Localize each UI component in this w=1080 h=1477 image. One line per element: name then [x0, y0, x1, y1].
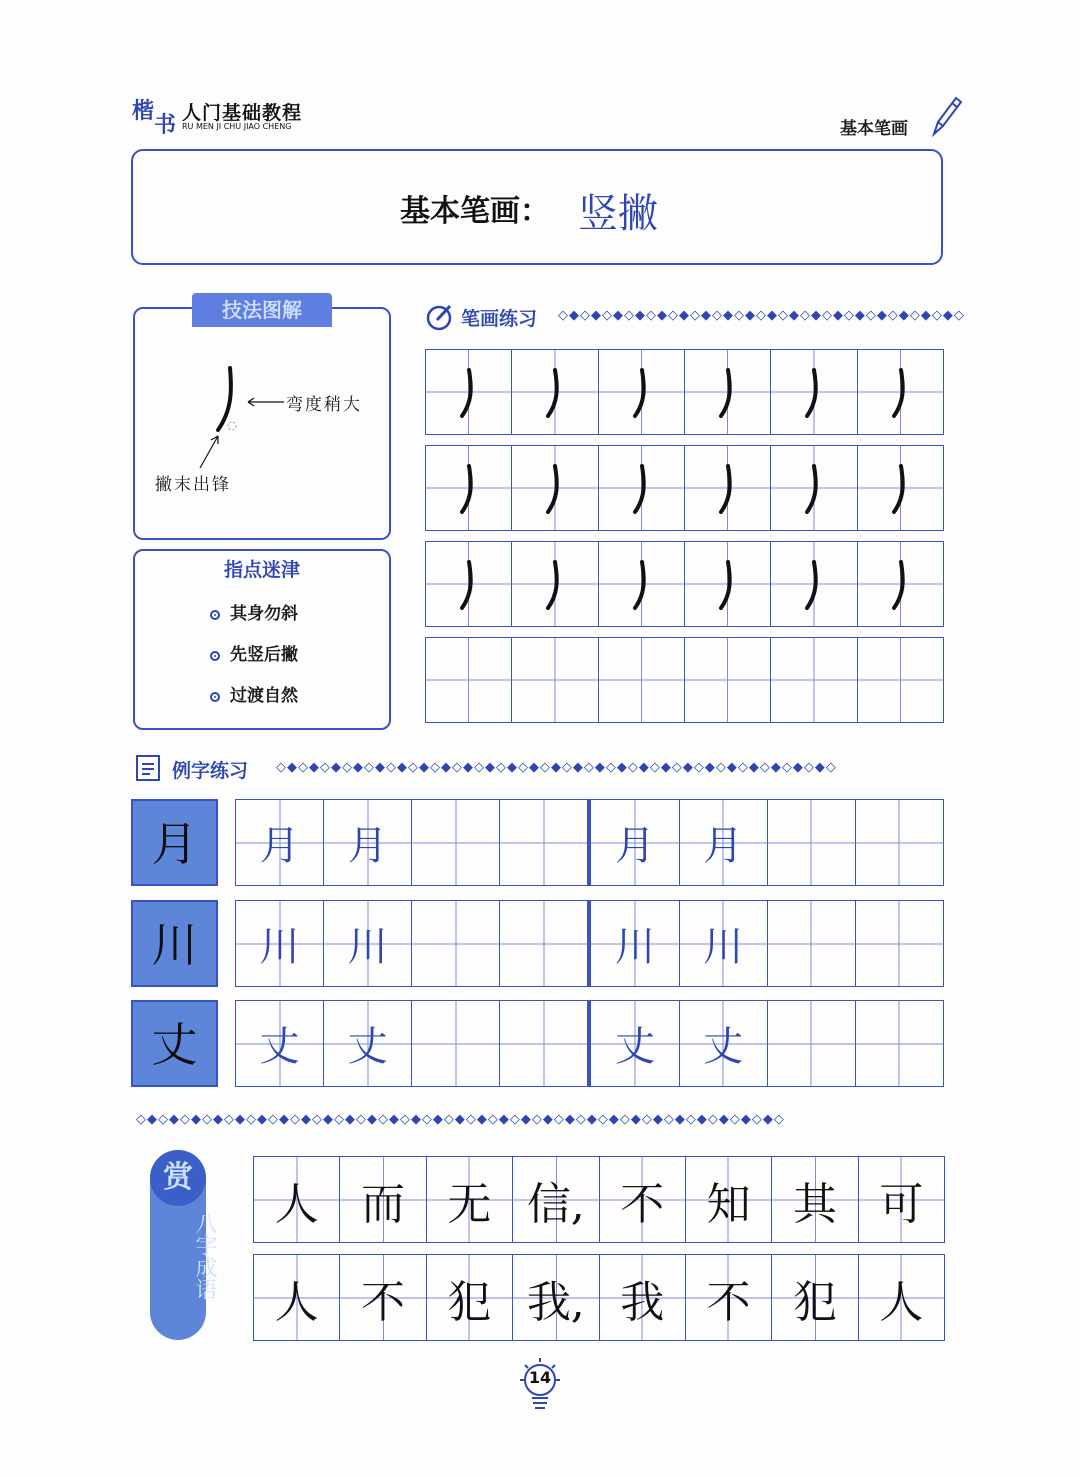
example-cell[interactable]: 月: [589, 800, 679, 886]
example-cell[interactable]: 月: [679, 800, 767, 886]
practice-cell[interactable]: [511, 637, 597, 723]
tips-title: 指点迷津: [223, 559, 300, 581]
practice-cell[interactable]: [684, 445, 770, 531]
example-cell[interactable]: 丈: [236, 1001, 324, 1087]
practice-cell[interactable]: [857, 349, 944, 435]
logo-shu: 书: [154, 112, 177, 138]
stroke-glyph: [426, 542, 512, 628]
stroke-practice-label: 笔画练习: [461, 308, 538, 330]
practice-cell[interactable]: [770, 637, 856, 723]
example-cell[interactable]: [767, 800, 855, 886]
stroke-glyph: [599, 350, 685, 436]
stroke-practice-row: [425, 445, 944, 531]
practice-cell[interactable]: [598, 445, 684, 531]
idiom-cell: 我,: [513, 1255, 600, 1341]
idiom-grid: [253, 1156, 945, 1243]
idiom-cell: 不: [685, 1255, 771, 1341]
example-cell[interactable]: [500, 901, 590, 987]
technique-panel: [133, 307, 391, 540]
practice-cell[interactable]: [598, 349, 684, 435]
practice-cell[interactable]: [511, 541, 597, 627]
practice-cell[interactable]: [511, 349, 597, 435]
stroke-glyph: [599, 542, 685, 628]
example-practice-grid: [235, 1000, 944, 1087]
idiom-cell: 犯: [772, 1255, 858, 1341]
example-cell[interactable]: [855, 901, 943, 987]
example-cell[interactable]: 月: [324, 800, 412, 886]
tip-item: 过渡自然: [210, 681, 298, 706]
example-cell[interactable]: 丈: [324, 1001, 412, 1087]
annotation-tip: 撇末出锋: [155, 475, 231, 495]
stroke-glyph: [512, 542, 598, 628]
idiom-cell: 不: [340, 1255, 426, 1341]
idiom-grid: [253, 1254, 945, 1341]
practice-cell[interactable]: [684, 637, 770, 723]
practice-cell[interactable]: [511, 445, 597, 531]
logo-kai: 楷: [132, 98, 155, 124]
stroke-glyph: [685, 446, 771, 532]
idiom-cell: 人: [858, 1255, 944, 1341]
example-cell[interactable]: 丈: [589, 1001, 679, 1087]
logo-title: 人门基础教程: [182, 102, 303, 124]
stroke-glyph: [771, 542, 857, 628]
bullet-icon: [210, 651, 220, 661]
practice-cell[interactable]: [598, 541, 684, 627]
stroke-glyph: [858, 542, 944, 628]
badge-top: 赏: [150, 1150, 206, 1206]
example-cell[interactable]: [412, 1001, 500, 1087]
example-head-char: 丈: [131, 1000, 218, 1087]
example-cell[interactable]: 川: [589, 901, 679, 987]
example-cell[interactable]: [500, 1001, 590, 1087]
practice-cell[interactable]: [857, 445, 944, 531]
example-cell[interactable]: 川: [324, 901, 412, 987]
idiom-cell: 犯: [426, 1255, 512, 1341]
section-header: [840, 114, 908, 139]
stroke-glyph: [685, 542, 771, 628]
practice-cell[interactable]: [857, 637, 944, 723]
pen-icon: [928, 94, 964, 138]
example-cell[interactable]: 川: [236, 901, 324, 987]
example-cell[interactable]: [412, 901, 500, 987]
practice-cell[interactable]: [770, 541, 856, 627]
stroke-glyph: [512, 446, 598, 532]
idiom-cell: 信,: [513, 1157, 600, 1243]
example-icon: [134, 752, 164, 784]
arrow-up-icon: [196, 430, 226, 470]
practice-cell[interactable]: [598, 637, 684, 723]
example-cell[interactable]: [855, 1001, 943, 1087]
example-head-char: 月: [131, 799, 218, 886]
practice-cell[interactable]: [425, 541, 511, 627]
practice-cell[interactable]: [857, 541, 944, 627]
example-practice-label: 例字练习: [172, 760, 249, 782]
technique-tag: 技法图解: [192, 293, 332, 327]
idiom-cell: 人: [254, 1157, 340, 1243]
practice-cell[interactable]: [425, 637, 511, 723]
stroke-glyph: [426, 350, 512, 436]
bullet-icon: [210, 610, 220, 620]
stroke-glyph: [599, 446, 685, 532]
idiom-cell: 可: [858, 1157, 944, 1243]
idiom-cell: 人: [254, 1255, 340, 1341]
title-stroke-name: 竖撇: [578, 191, 658, 237]
example-cell[interactable]: [855, 800, 943, 886]
example-cell[interactable]: [767, 901, 855, 987]
example-cell[interactable]: 丈: [679, 1001, 767, 1087]
tip-item: 先竖后撇: [210, 640, 298, 665]
idiom-cell: 其: [772, 1157, 858, 1243]
example-cell[interactable]: [767, 1001, 855, 1087]
example-cell[interactable]: [412, 800, 500, 886]
idiom-cell: 我: [599, 1255, 685, 1341]
annotation-curve: 弯度稍大: [286, 395, 362, 415]
bullet-icon: [210, 692, 220, 702]
book-logo: [132, 94, 332, 138]
stroke-glyph: [858, 446, 944, 532]
example-practice-grid: [235, 799, 944, 886]
arrow-left-icon: [244, 394, 286, 410]
idiom-cell: 知: [685, 1157, 771, 1243]
example-head-char: 川: [131, 900, 218, 987]
badge-text: 八字成语: [192, 1212, 217, 1300]
diamond-divider: ◇◆◇◆◇◆◇◆◇◆◇◆◇◆◇◆◇◆◇◆◇◆◇◆◇◆◇◆◇◆◇◆◇◆◇◆◇◆◇◆◇◆◇◆◇◆◇◆◇◆◇: [276, 760, 837, 775]
practice-cell[interactable]: [770, 445, 856, 531]
stroke-practice-row: [425, 349, 944, 435]
idiom-badge: [150, 1150, 217, 1340]
lightbulb-icon: [512, 1354, 568, 1420]
section-header-text: 基本笔画: [840, 119, 908, 139]
stroke-glyph: [512, 350, 598, 436]
idiom-cell: 不: [599, 1157, 685, 1243]
stroke-practice-row: [425, 541, 944, 627]
diamond-divider: ◇◆◇◆◇◆◇◆◇◆◇◆◇◆◇◆◇◆◇◆◇◆◇◆◇◆◇◆◇◆◇◆◇◆◇◆◇◆◇◆◇◆◇◆◇◆◇◆◇◆◇◆◇◆◇◆◇◆◇: [136, 1112, 785, 1127]
stroke-glyph: [426, 446, 512, 532]
example-cell[interactable]: 月: [236, 800, 324, 886]
idiom-cell: 而: [340, 1157, 426, 1243]
example-cell[interactable]: [500, 800, 590, 886]
practice-cell[interactable]: [684, 349, 770, 435]
example-cell[interactable]: 川: [679, 901, 767, 987]
practice-cell[interactable]: [684, 541, 770, 627]
tip-item: 其身勿斜: [210, 599, 298, 624]
practice-cell[interactable]: [770, 349, 856, 435]
page-number: 14: [528, 1368, 552, 1387]
practice-cell[interactable]: [425, 349, 511, 435]
stroke-glyph: [685, 350, 771, 436]
example-practice-grid: [235, 900, 944, 987]
idiom-cell: 无: [426, 1157, 512, 1243]
stroke-glyph: [771, 446, 857, 532]
stroke-glyph: [858, 350, 944, 436]
practice-cell[interactable]: [425, 445, 511, 531]
stroke-practice-row: [425, 637, 944, 723]
title-label: 基本笔画：: [400, 194, 550, 229]
logo-pinyin: RU MEN JI CHU JIAO CHENG: [182, 122, 292, 131]
practice-icon: [424, 302, 454, 332]
stroke-practice-grid: [425, 339, 944, 733]
diamond-divider: ◇◆◇◆◇◆◇◆◇◆◇◆◇◆◇◆◇◆◇◆◇◆◇◆◇◆◇◆◇◆◇◆◇◆◇◆◇: [558, 308, 965, 323]
stroke-glyph: [771, 350, 857, 436]
